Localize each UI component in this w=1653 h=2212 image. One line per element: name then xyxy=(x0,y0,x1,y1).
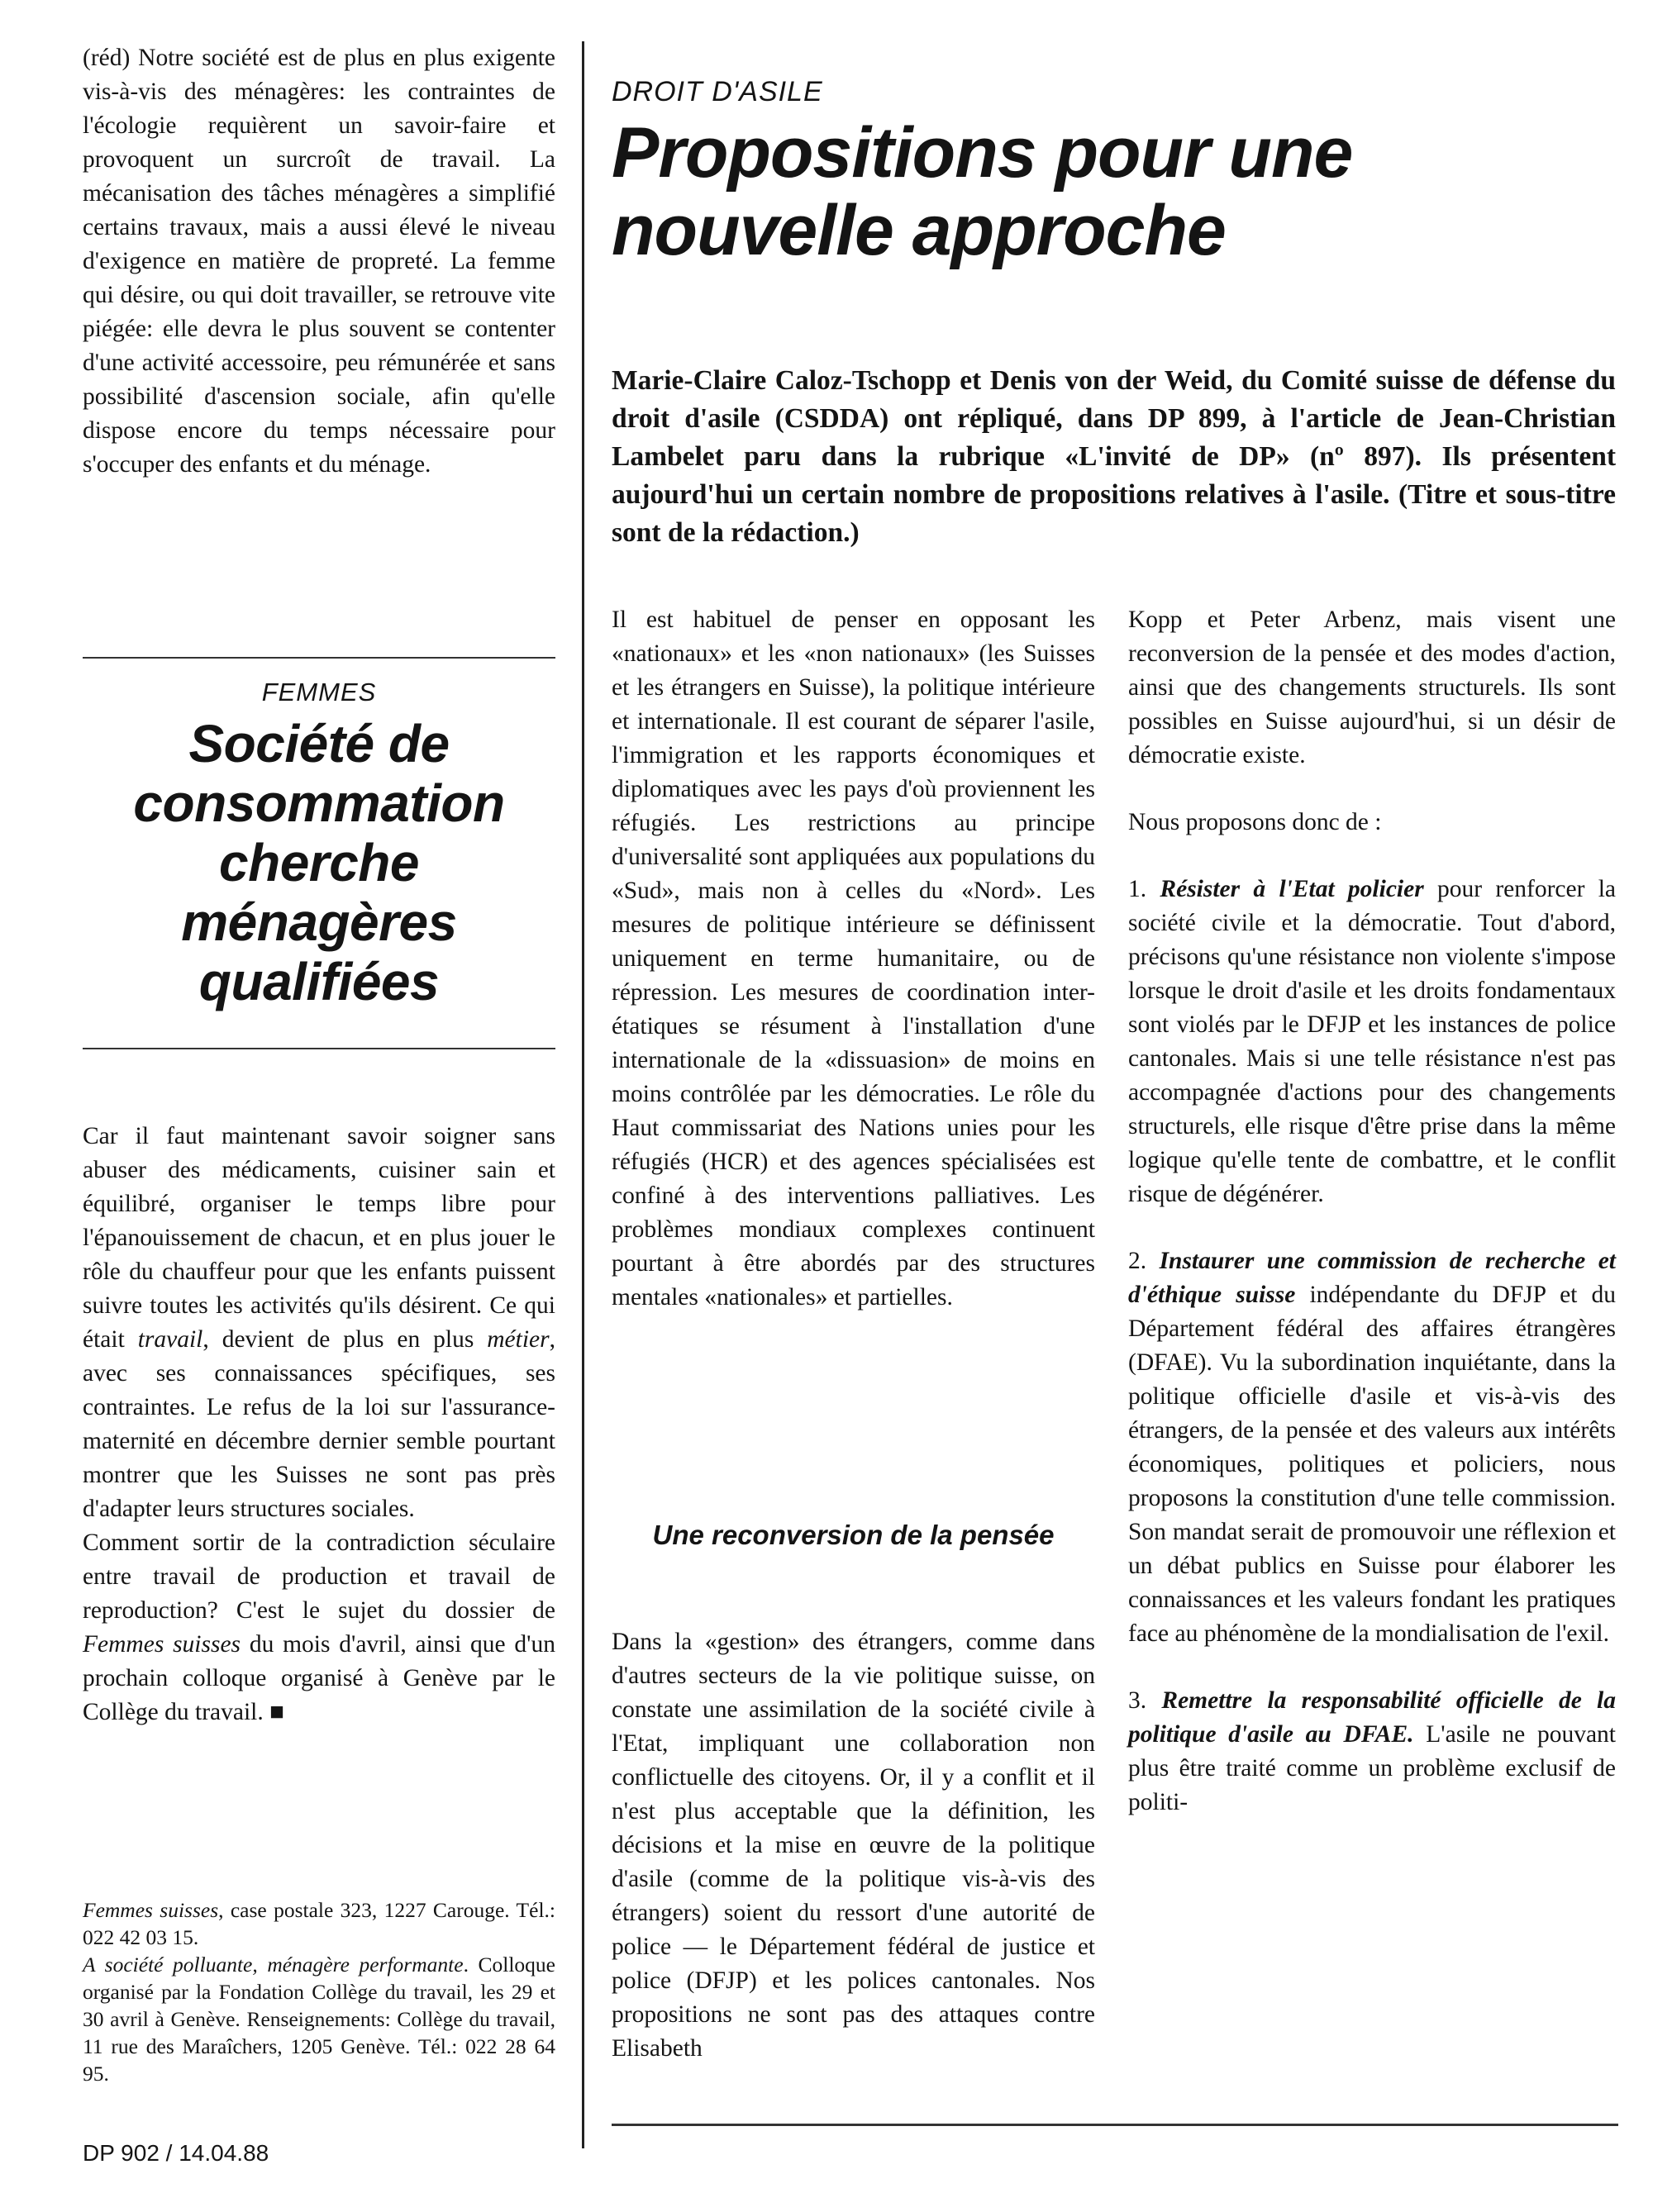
femmes-title: Société de consommation cherche ménagères qualifiées xyxy=(133,714,505,1011)
proposal-heading: Instaurer une commission de recherche et d'éthique suisse xyxy=(1128,1248,1616,1308)
body-paragraph xyxy=(83,1526,555,1729)
page-bottom-rule xyxy=(612,2124,1618,2126)
femmes-body xyxy=(83,1120,555,1729)
body-paragraph: Nous proposons donc de : xyxy=(1128,809,1382,835)
body-paragraph: Il est habituel de penser en opposant les «nationaux» et les «non nationaux» (les Suisses et les étrangers en Suisse), la politique intérieure et internationale. Il est courant de séparer l'asile, l'immigration et les rapports économiques et diplomatiques avec les pays d'où proviennent les réfugiés. Les restrictions au principe d'universalité sont appliquées aux populations du «Sud», mais non à celles du «Nord». Les mesures de politique intérieure se définissent uniquement en terme humanitaire, ou de répression. Les mesures de coordination inter-étatiques se résument à l'installation d'une internationale de la «dissuasion» de moins en moins contrôlée par les démocraties. Le rôle du Haut commissariat des Nations unies pour les réfugiés (HCR) et des agences spécialisées est confiné à des interventions palliatives. Les problèmes mondiaux complexes continuent pourtant à être abordés par des structures mentales «nationales» et partielles. xyxy=(612,607,1095,1311)
femmes-notes xyxy=(83,1896,555,2087)
asile-subhead: Une reconversion de la pensée xyxy=(652,1520,1055,1550)
text-run: . Colloque organisé par la Fondation Collège du travail, les 29 et 30 avril à Genève. Renseignements: Collège du travail, 11 rue des Maraîchers, 1205 Genève. Tél.: 022 28 64 95. xyxy=(83,1953,556,2086)
emphasis: A société polluante, ménagère performante xyxy=(83,1953,464,1977)
section-divider-bottom xyxy=(83,1048,555,1049)
asile-column-1 xyxy=(612,603,1095,1315)
proposal-number: 3. xyxy=(1128,1687,1162,1714)
femmes-kicker: FEMMES xyxy=(261,678,377,706)
intro-paragraph: (réd) Notre société est de plus en plus exigente vis-à-vis des ménagères: les contraintes de l'écologie requièrent un savoir-faire et provoquent un surcroît de travail. La mécanisation des tâches ménagères a simplifié certains travaux, mais a aussi élevé le niveau d'exigence en matière de propreté. La femme qui désire, ou qui doit travailler, se retrouve vite piégée: elle devra le plus souvent se contenter d'une activité accessoire, peu rémunérée et sans possibilité d'ascension sociale, afin qu'elle dispose encore du temps nécessaire pour s'occuper des enfants et du ménage. xyxy=(83,45,555,478)
section-divider-top xyxy=(83,657,555,659)
text-run: Comment sortir de la contradiction séculaire entre travail de production et travail de reproduction? C'est le sujet du dossier de xyxy=(83,1529,555,1624)
asile-column-1-continued xyxy=(612,1625,1095,2066)
text-run: indépendante du DFJP et du Département fédéral des affaires étrangères (DFAE). Vu la subordination inquiétante, dans la politique officielle d'asile et vis-à-vis des étrangers, de la pensée et des valeurs aux intérêts économiques, politiques et policiers, nous proposons la constitution d'une telle commission. Son mandat serait de promouvoir une réflexion et un débat publics en Suisse pour élaborer les connaissances et les valeurs fondant les pratiques face au phénomène de la mondialisation de l'exil. xyxy=(1128,1282,1616,1647)
text-run: , devient de plus en plus xyxy=(202,1326,488,1353)
text-run: L'asile ne pouvant plus être traité comme un problème exclusif de politi- xyxy=(1128,1721,1617,1815)
asile-column-2 xyxy=(1128,603,1616,1820)
emphasis: Femmes suisses xyxy=(83,1898,219,1922)
emphasis: travail xyxy=(137,1326,203,1353)
text-run: Car il faut maintenant savoir soigner sans abuser des médicaments, cuisiner sain et équilibré, organiser le temps libre pour l'épanouissement de chacun, et en plus jouer le rôle du chauffeur pour que les enfants puissent suivre toutes les activités qu'ils désirent. Ce qui était xyxy=(83,1123,555,1353)
body-paragraph: Kopp et Peter Arbenz, mais visent une reconversion de la pensée et des modes d'action, ainsi que des changements structurels. Ils sont possibles en Suisse aujourd'hui, si un désir de démocratie existe. xyxy=(1128,607,1616,768)
proposal-3 xyxy=(1128,1684,1616,1820)
asile-lead: Marie-Claire Caloz-Tschopp et Denis von der Weid, du Comité suisse de défense du droit d'asile (CSDDA) ont répliqué, dans DP 899, à l'article de Jean-Christian Lambelet paru dans la rubrique «L'invité de DP» (nº 897). Ils présentent aujourd'hui un certain nombre de propositions relatives à l'asile. (Titre et sous-titre sont de la rédaction.) xyxy=(612,365,1616,548)
proposal-number: 1. xyxy=(1128,876,1160,902)
note xyxy=(83,1951,555,2087)
text-run: pour renforcer la société civile et la démocratie. Tout d'abord, précisons qu'une résistance non violente s'impose lorsque le droit d'asile et les droits fondamentaux sont violés par le DFJP et les instances de police cantonales. Mais si une telle résistance n'est pas accompagnée d'actions pour des changements structurels, elle risque d'être prise dans la même logique qu'elle tente de combattre, et le conflit risque de dégénérer. xyxy=(1128,876,1616,1207)
femmes-intro xyxy=(83,41,555,482)
column-divider xyxy=(582,41,584,2148)
proposal-2 xyxy=(1128,1244,1616,1651)
page-footer: DP 902 / 14.04.88 xyxy=(83,2140,269,2166)
text-run: , avec ses connaissances spécifiques, ses contraintes. Le refus de la loi sur l'assurance-maternité en décembre dernier semble pourtant montrer que les Suisses ne sont pas près d'adapter leurs structures sociales. xyxy=(83,1326,555,1522)
proposal-number: 2. xyxy=(1128,1248,1160,1274)
asile-title: Propositions pour une nouvelle approche xyxy=(612,113,1353,270)
body-paragraph xyxy=(83,1120,555,1526)
text-run: , case postale 323, 1227 Carouge. Tél.: 022 42 03 15. xyxy=(83,1898,555,1949)
proposal-1 xyxy=(1128,873,1616,1211)
proposal-heading: Remettre la responsabilité officielle de la politique d'asile au DFAE. xyxy=(1128,1687,1617,1748)
emphasis: Femmes suisses xyxy=(83,1631,241,1658)
note xyxy=(83,1896,555,1951)
femmes-header xyxy=(83,678,555,1011)
text-run: du mois d'avril, ainsi que d'un prochain colloque organisé à Genève par le Collège du travail. ■ xyxy=(83,1631,555,1725)
body-paragraph: Dans la «gestion» des étrangers, comme dans d'autres secteurs de la vie politique suisse, on constate une assimilation de la société civile à l'Etat, impliquant une collaboration non conflictuelle des citoyens. Or, il y a conflit et il n'est plus acceptable que la définition, les décisions et la mise en œuvre de la politique d'asile (comme de la politique vis-à-vis des étrangers) soient du ressort d'une autorité de police — le Département fédéral de justice et police (DFJP) et les polices cantonales. Nos propositions ne sont pas des attaques contre Elisabeth xyxy=(612,1629,1095,2062)
asile-kicker: DROIT D'ASILE xyxy=(612,76,823,107)
proposal-heading: Résister à l'Etat policier xyxy=(1160,876,1424,902)
emphasis: métier xyxy=(487,1326,550,1353)
